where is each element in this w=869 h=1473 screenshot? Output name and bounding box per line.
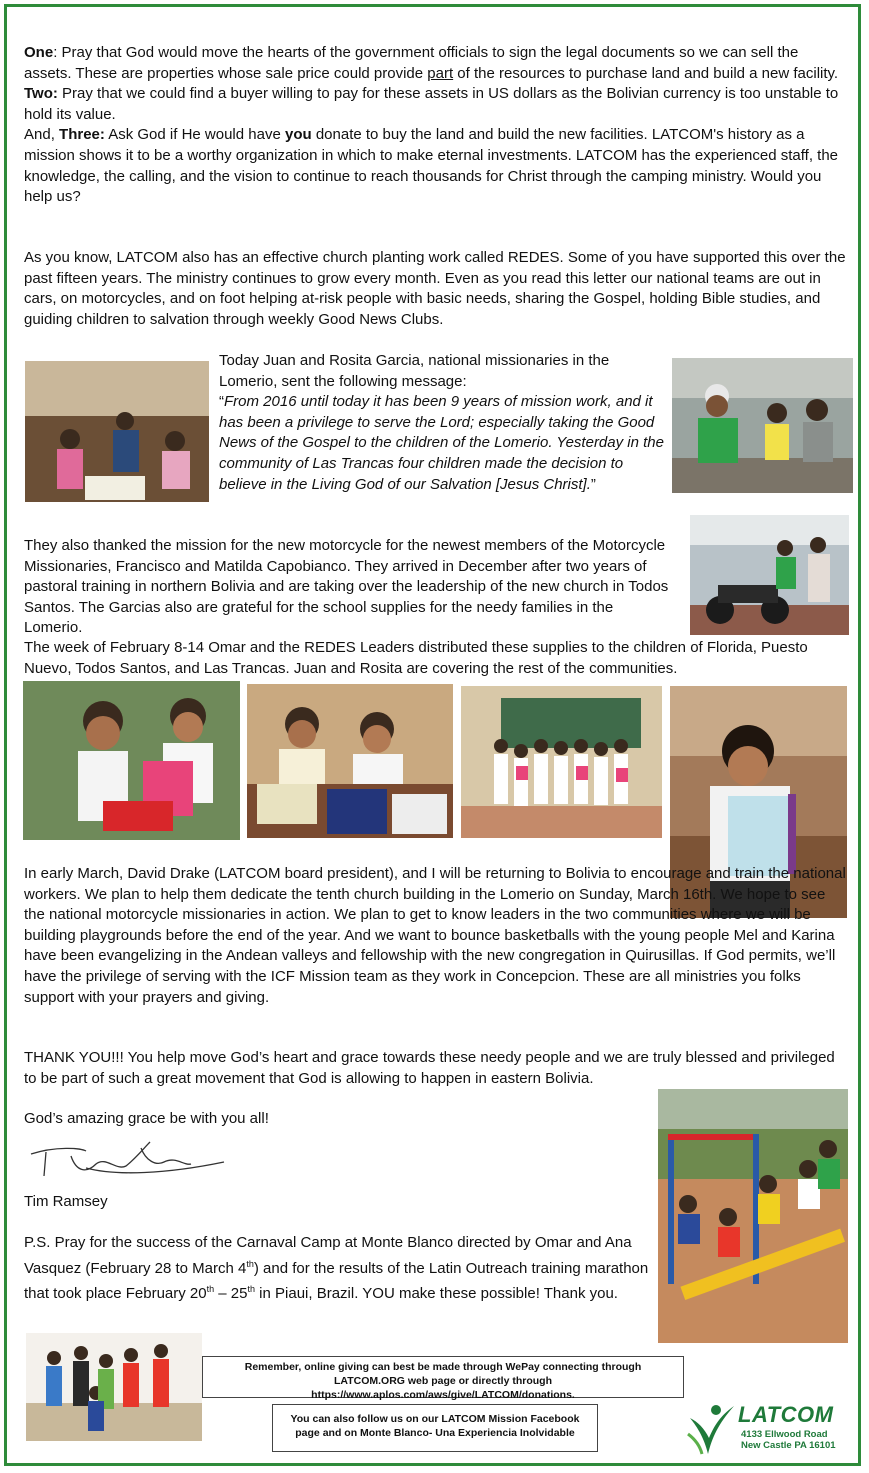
signature-image [26, 1136, 226, 1186]
photo-children-with-supplies [23, 681, 240, 840]
photo-children-with-notebooks [247, 684, 453, 838]
photo-playground-children [658, 1089, 848, 1343]
latcom-address: 4133 Ellwood Road New Castle PA 16101 [741, 1429, 836, 1451]
redes-paragraph: As you know, LATCOM also has an effective church planting work called REDES. Some of you have supported this over the past fifteen years. The ministry continues to grow every month. Even as you read this letter our national teams are out in cars, on motorcycles, and on foot helping at-risk people with basic needs, sharing the Gospel, holding Bible studies, and guiding children to salvation through weekly Good News Clubs. [24, 249, 846, 328]
latcom-logo-icon [686, 1398, 738, 1456]
garcia-quote: “From 2016 until today it has been 9 years of mission work, and it has been a privilege to serve the Lord; especially taking the Good News of the Gospel to the children of the Lomerio. Yesterday in the community of Las Trancas four children made the decision to believe in the Living God of our Salvation [Jesus Christ].” [219, 393, 664, 493]
photo-children-bible-study [25, 361, 209, 502]
supplies-paragraph: The week of February 8-14 Omar and the REDES Leaders distributed these supplies to the children of Florida, Puesto Nuevo, Todos Santos, and Las Trancas. Juan and Rosita are covering the rest of the communities. [24, 639, 808, 677]
thanks-paragraph: THANK YOU!!! You help move God’s heart and grace towards these needy people and we are truly blessed and privileged to be part of such a great movement that God is allowing to happen in eastern Bolivia. [24, 1049, 835, 1087]
ps-paragraph: P.S. Pray for the success of the Carnaval Camp at Monte Blanco directed by Omar and Ana Vasquez (February 28 to March 4th) and for the results of the Latin Outreach training marathon that took place February 20th – 25th in Piaui, Brazil. YOU make these possible! Thank you. [24, 1234, 649, 1303]
latcom-logo [686, 1398, 851, 1456]
latcom-logo-name: LATCOM [738, 1402, 834, 1427]
photo-missionary-with-boys [672, 358, 853, 493]
signature-name: Tim Ramsey [24, 1193, 108, 1210]
online-giving-box: Remember, online giving can best be made through WePay connecting through LATCOM.ORG web page or directly through https://www.aplos.com/aws/give/LATCOM/donations. [202, 1356, 684, 1398]
prayer-three: And, Three: Ask God if He would have you donate to buy the land and build the new facilities. LATCOM's history as a mission shows it to be a worthy organization in which to make eternal investments. LATCOM has the experienced staff, the knowledge, the calling, and the vision to continue to reach thousands for Christ through the camping ministry. Would you help us? [24, 126, 839, 206]
prayer-two: Two: Pray that we could find a buyer willing to pay for these assets in US dollars as the Bolivian currency is too unstable to hold its value. [24, 85, 839, 123]
photo-new-motorcycle [690, 515, 849, 635]
photo-class-group [461, 686, 662, 838]
garcia-intro: Today Juan and Rosita Garcia, national missionaries in the Lomerio, sent the following message: [219, 352, 610, 390]
prayer-one: One: Pray that God would move the hearts of the government officials to sign the legal documents so we can sell the assets. These are properties whose sale price could provide part of the resources to purchase land and build a new facility. [24, 44, 839, 82]
facebook-follow-box: You can also follow us on our LATCOM Mission Facebook page and on Monte Blanco- Una Experiencia Inolvidable [272, 1404, 598, 1452]
march-paragraph: In early March, David Drake (LATCOM board president), and I will be returning to Bolivia to encourage and train the national workers. We plan to help them dedicate the tenth church building in the Lomerio on Sunday, March 16th. We hope to see the national motorcycle missionaries in action. We plan to get to know leaders in the two communities where we will be building playgrounds before the end of the year. And we want to bounce basketballs with the young people Mel and Karina have been evangelizing in the Andean valleys and fellowship with the new congregation in Quirusillas. If God permits, we’ll have the privilege of serving with the ICF Mission team as they work in Concepcion. These are all ministries you folks support with your prayers and giving. [24, 865, 846, 1006]
garcia-message [219, 351, 664, 495]
motorcycle-paragraph: They also thanked the mission for the new motorcycle for the newest members of the Motorcycle Missionaries, Francisco and Matilda Capobianco. They arrived in December after two years of pastoral training in northern Bolivia and are taking over the leadership of the new church in Todos Santos. The Garcias also are grateful for the school supplies for the needy families in the Lomerio. [24, 537, 669, 637]
photo-group-of-kids [26, 1333, 202, 1441]
prayer-section [24, 43, 846, 208]
blessing: God’s amazing grace be with you all! [24, 1110, 269, 1127]
